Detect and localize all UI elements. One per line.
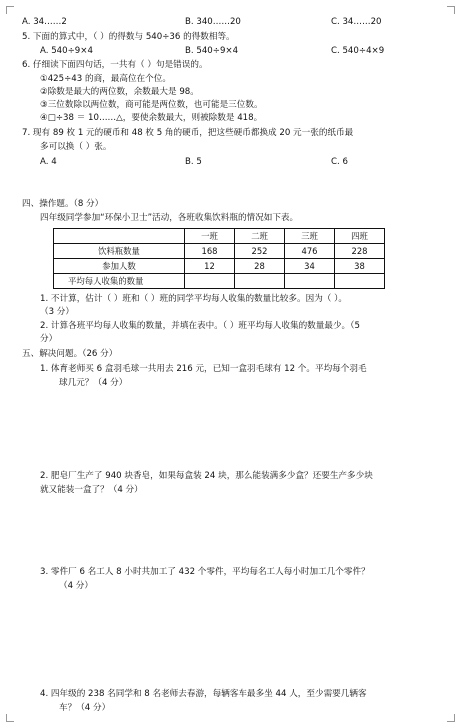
table-header-cell: 二班 xyxy=(235,229,285,244)
corner-mark-top-right xyxy=(447,6,455,14)
answer-blank-cell[interactable] xyxy=(335,274,385,289)
text-line-l22: 就又能装一盒了？（4 分） xyxy=(40,485,143,495)
text-line-l17: 分） xyxy=(40,334,58,344)
text-line-l16: 2. 计算各班平均每人收集的数量，并填在表中。（ ）班平均每人收集的数量最少。（5 xyxy=(40,321,360,331)
table-row-label: 参加人数 xyxy=(54,259,185,274)
text-line-l25: 4. 四年级的 238 名同学和 8 名老师去春游，每辆客车最多坐 44 人，至少需要几辆客 xyxy=(40,689,367,699)
text-line-l1b: B. 340……20 xyxy=(185,17,241,27)
text-line-l11b: B. 5 xyxy=(185,157,202,167)
table-cell: 12 xyxy=(185,259,235,274)
text-line-l12: 四、操作题。（8 分） xyxy=(22,199,104,209)
table-header-cell: 一班 xyxy=(185,229,235,244)
table-row xyxy=(54,259,385,274)
corner-mark-top-left xyxy=(6,6,14,14)
table-cell: 252 xyxy=(235,244,285,259)
text-line-l10: 多可以换（ ）张。 xyxy=(40,142,112,152)
text-line-l19: 1. 体育老师买 6 盒羽毛球一共用去 216 元，已知一盒羽毛球有 12 个。平均每个羽毛 xyxy=(40,364,367,374)
table-cell: 476 xyxy=(285,244,335,259)
text-line-l3b: B. 540÷9×4 xyxy=(185,46,239,56)
text-line-l3c: C. 540÷4×9 xyxy=(331,46,385,56)
text-line-l23: 3. 零件厂 6 名工人 8 小时共加工了 432 个零件，平均每名工人每小时加工几个零件？ xyxy=(40,567,370,577)
table-cell: 38 xyxy=(335,259,385,274)
answer-blank-cell[interactable] xyxy=(185,274,235,289)
corner-mark-bottom-right xyxy=(447,714,455,722)
text-line-l4: 6. 仔细读下面四句话，一共有（ ）句是错误的。 xyxy=(22,60,208,70)
text-line-l7: ③三位数除以两位数，商可能是两位数，也可能是三位数。 xyxy=(40,100,263,110)
table-header-cell: 四班 xyxy=(335,229,385,244)
text-line-l11a: A. 4 xyxy=(40,157,57,167)
table-header-row xyxy=(54,229,385,244)
text-line-l20: 球几元？（4 分） xyxy=(59,378,128,388)
text-line-l1c: C. 34……20 xyxy=(331,17,382,27)
text-line-l18: 五、解决问题。（26 分） xyxy=(22,349,118,359)
corner-mark-bottom-left xyxy=(6,714,14,722)
text-line-l15: （3 分） xyxy=(40,307,74,317)
answer-blank-cell[interactable] xyxy=(285,274,335,289)
table-header-cell: 三班 xyxy=(285,229,335,244)
text-line-l24: （4 分） xyxy=(59,581,93,591)
table-header-cell xyxy=(54,229,185,244)
text-line-l6: ②除数是最大的两位数，余数最大是 98。 xyxy=(40,87,199,97)
table-row xyxy=(54,274,385,289)
text-line-l13: 四年级同学参加“环保小卫士”活动，各班收集饮料瓶的情况如下表。 xyxy=(40,213,299,223)
text-line-l26: 车？（4 分） xyxy=(59,703,111,713)
text-line-l11c: C. 6 xyxy=(331,157,348,167)
text-line-l14: 1. 不计算，估计（ ）班和（ ）班的同学平均每人收集的数量比较多。因为（ ）。 xyxy=(40,294,348,304)
answer-blank-cell[interactable] xyxy=(235,274,285,289)
text-line-l1a: A. 34……2 xyxy=(22,17,67,27)
text-line-l9: 7. 现有 89 枚 1 元的硬币和 48 枚 5 角的硬币，把这些硬币都换成 20 元一张的纸币最 xyxy=(22,128,354,138)
table-row xyxy=(54,244,385,259)
bottle-collection-table xyxy=(53,228,385,289)
text-line-l21: 2. 肥皂厂生产了 940 块香皂，如果每盒装 24 块，那么能装满多少盒？还要生产多少块 xyxy=(40,471,373,481)
table-row-label: 平均每人收集的数量 xyxy=(54,274,185,289)
text-line-l3a: A. 540÷9×4 xyxy=(40,46,93,56)
table-cell: 228 xyxy=(335,244,385,259)
text-line-l5: ①425÷43 的商，最高位在个位。 xyxy=(40,74,171,84)
table-cell: 34 xyxy=(285,259,335,274)
text-line-l2: 5. 下面的算式中，（ ）的得数与 540÷36 的得数相等。 xyxy=(22,32,235,42)
table-row-label: 饮料瓶数量 xyxy=(54,244,185,259)
text-line-l8: ④□÷38 ＝ 10……△，要使余数最大，则被除数是 418。 xyxy=(40,113,263,123)
table-cell: 28 xyxy=(235,259,285,274)
table-cell: 168 xyxy=(185,244,235,259)
